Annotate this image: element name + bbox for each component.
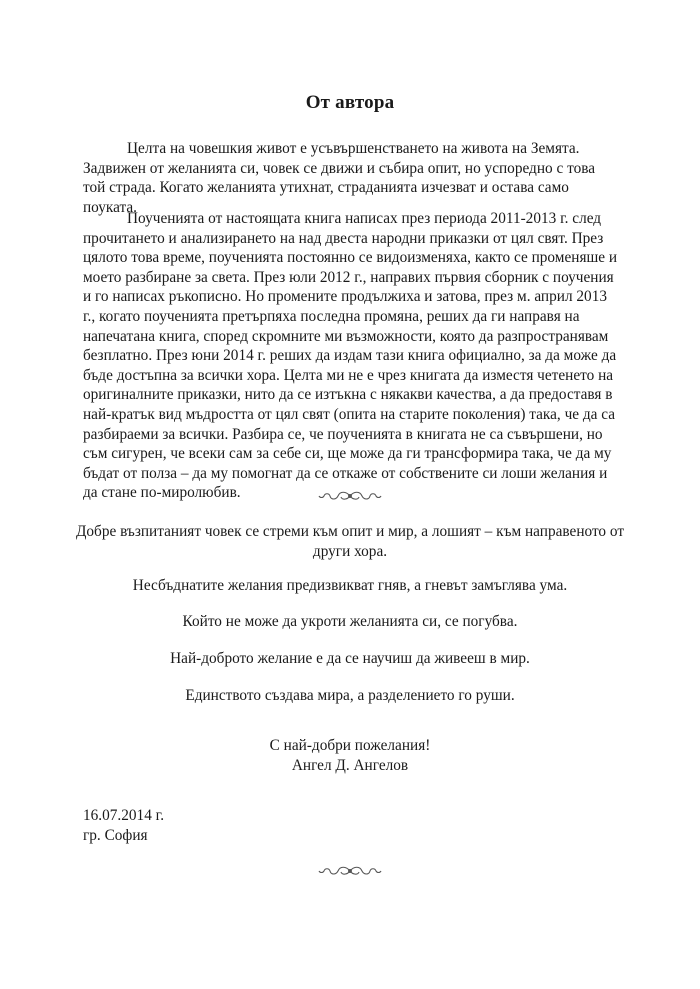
document-date: 16.07.2014 г.	[83, 807, 165, 824]
page-title: От автора	[305, 92, 395, 113]
date-place-block	[83, 806, 164, 845]
paragraph-text: Целта на човешкия живот е усъвършенстването на живота на Земята. Задвижен от желанията си, човек се движи и събира опит, но успоредно с това той страда. Когато желанията утихнат, страданията изчезват и остава само поуката.	[83, 140, 596, 216]
saying-4: Най-доброто желание е да се научиш да живееш в мир.	[170, 650, 530, 667]
closing-greeting: С най-добри пожелания!	[269, 737, 431, 754]
paragraph-text: Поученията от настоящата книга написах през периода 2011-2013 г. след прочитането и анализирането на над двеста народни приказки от цял свят. През цялото това време, поученията постоянно се видоизменяха, както се променяше и моето разбиране за света. През юли 2012 г., направих първия сборник с поучения и го написах ръкописно. Но промените продължиха и затова, през м. април 2013 г., когато поученията претърпяха последна промяна, реших да ги направя на напечатана книга, според скромните ми възможности, която да разпространявам безплатно. През юни 2014 г. реших да издам тази книга официално, за да може да бъде достъпна за всички хора. Целта ми не е чрез книгата да изместя четенето на оригиналните приказки, нито да се изтъкна с някакви качества, а да предоставя в най-кратък вид мъдростта от цял свят (опита на старите поколения) така, че да са разбираеми за всички. Разбира се, че поученията в книгата не са съвършени, но съм сигурен, че всеки сам за себе си, ще може да ги трансформира така, че да му бъдат от полза – да му помогнат да се откаже от собствените си лоши желания и да стане по-миролюбив.	[83, 210, 618, 502]
intro-paragraph-2	[83, 209, 619, 503]
saying-2: Несбъднатите желания предизвикват гняв, а гневът замъглява ума.	[132, 577, 568, 594]
saying-3: Който не може да укроти желанията си, се погубва.	[182, 613, 518, 630]
saying-1: Добре възпитаният човек се стреми към опит и мир, а лошият – към направеното от други хора.	[75, 523, 625, 560]
scroll-ornament-icon	[316, 864, 384, 878]
document-place: гр. София	[83, 826, 148, 844]
scroll-ornament-icon	[316, 489, 384, 503]
saying-5: Единството създава мира, а разделението го руши.	[185, 687, 515, 704]
author-name: Ангел Д. Ангелов	[291, 756, 409, 774]
intro-paragraph-1	[83, 139, 619, 217]
closing-block	[70, 736, 630, 775]
